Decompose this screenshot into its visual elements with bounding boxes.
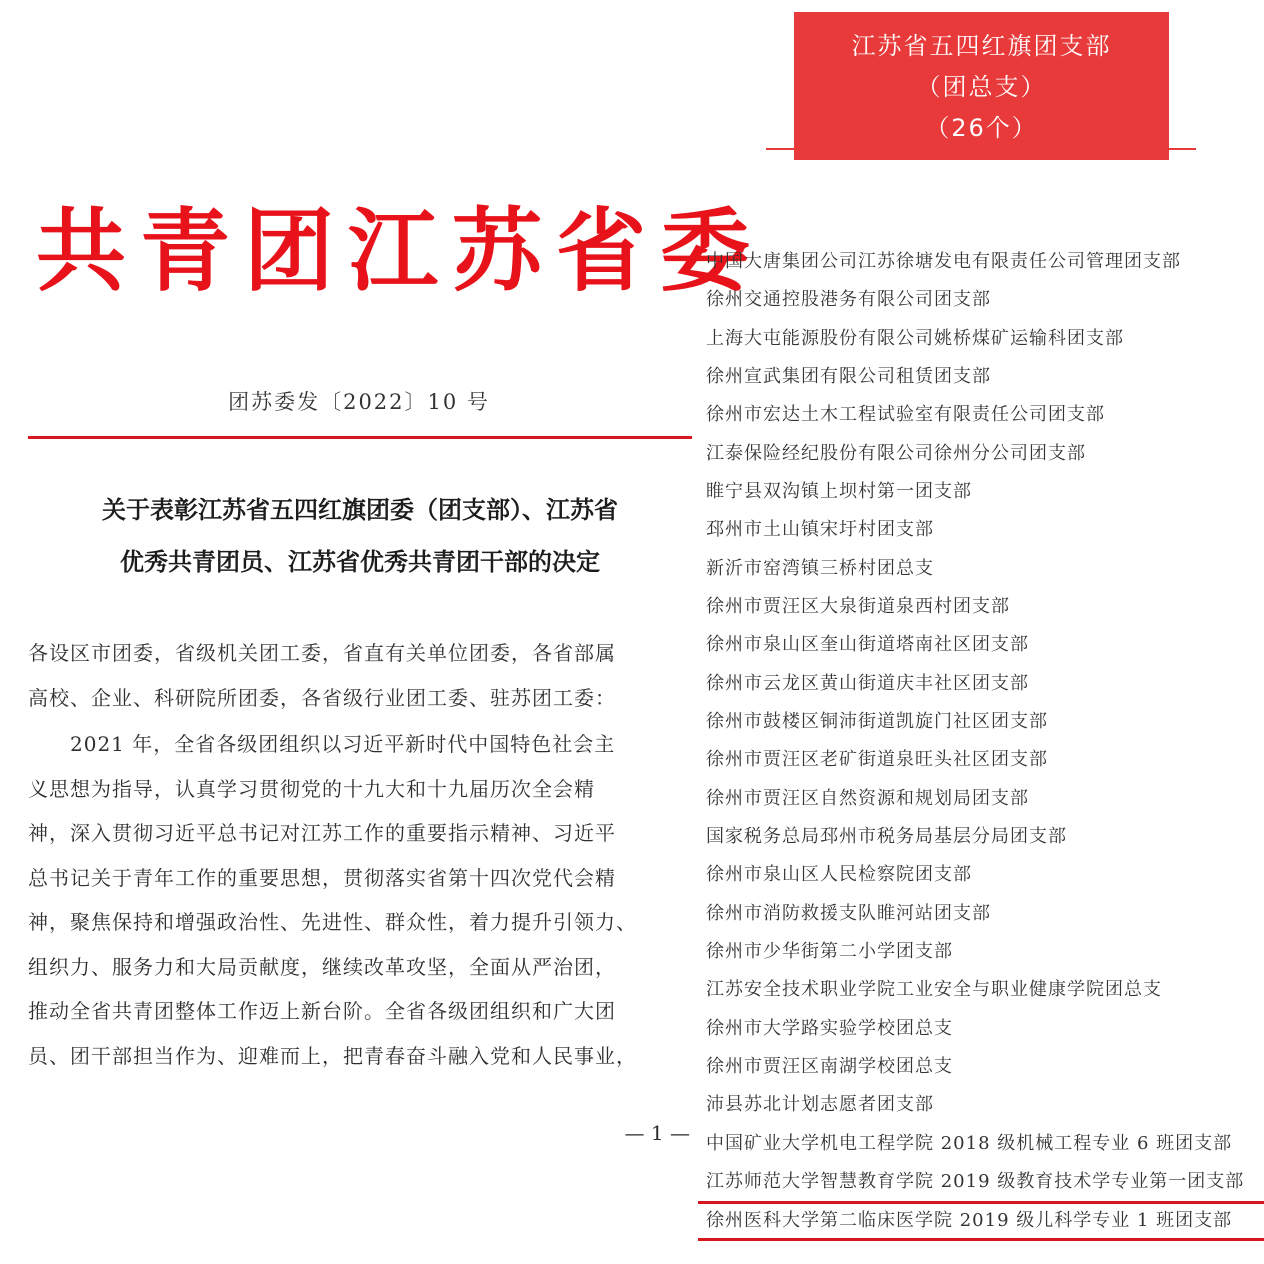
document-number: 团苏委发〔2022〕10 号 [228, 390, 490, 414]
list-item: 徐州交通控股港务有限公司团支部 [706, 289, 991, 310]
list-item-highlighted: 徐州医科大学第二临床医学院 2019 级儿科学专业 1 班团支部 [706, 1210, 1233, 1231]
list-item: 江泰保险经纪股份有限公司徐州分公司团支部 [706, 443, 1086, 464]
list-item: 徐州市鼓楼区铜沛街道凯旋门社区团支部 [706, 711, 1048, 732]
list-item: 江苏安全技术职业学院工业安全与职业健康学院团总支 [706, 979, 1162, 1000]
document-title-line-1: 关于表彰江苏省五四红旗团委（团支部）、江苏省 [102, 496, 618, 524]
list-item: 江苏师范大学智慧教育学院 2019 级教育技术学专业第一团支部 [706, 1171, 1245, 1192]
list-item: 徐州市泉山区奎山街道塔南社区团支部 [706, 634, 1029, 655]
banner-count: （26个） [925, 114, 1038, 142]
list-item: 徐州市贾汪区老矿街道泉旺头社区团支部 [706, 749, 1048, 770]
list-item: 徐州市大学路实验学校团总支 [706, 1018, 953, 1039]
list-item: 邳州市土山镇宋圩村团支部 [706, 519, 934, 540]
list-item: 徐州宣武集团有限公司租赁团支部 [706, 366, 991, 387]
document-header-title: 共青团江苏省委 [36, 198, 764, 304]
list-item: 新沂市窑湾镇三桥村团总支 [706, 558, 934, 579]
body-line: 神，聚焦保持和增强政治性、先进性、群众性，着力提升引领力、 [28, 910, 637, 934]
document-title-line-2: 优秀共青团员、江苏省优秀共青团干部的决定 [120, 548, 600, 576]
body-line: 员、团干部担当作为、迎难而上，把青春奋斗融入党和人民事业， [28, 1044, 637, 1068]
list-item: 徐州市少华街第二小学团支部 [706, 941, 953, 962]
banner-title: 江苏省五四红旗团支部 [851, 32, 1112, 60]
list-item: 中国矿业大学机电工程学院 2018 级机械工程专业 6 班团支部 [706, 1133, 1233, 1154]
body-line: 神，深入贯彻习近平总书记对江苏工作的重要指示精神、习近平 [28, 821, 616, 845]
page-number: — 1 — [624, 1121, 690, 1145]
body-line: 组织力、服务力和大局贡献度，继续改革攻坚，全面从严治团， [28, 955, 616, 979]
list-item: 上海大屯能源股份有限公司姚桥煤矿运输科团支部 [706, 328, 1124, 349]
body-line: 义思想为指导，认真学习贯彻党的十九大和十九届历次全会精 [28, 777, 595, 801]
list-item: 徐州市贾汪区南湖学校团总支 [706, 1056, 953, 1077]
body-line: 推动全省共青团整体工作迈上新台阶。全省各级团组织和广大团 [28, 999, 616, 1023]
highlight-rule-top [698, 1201, 1264, 1204]
body-line: 总书记关于青年工作的重要思想，贯彻落实省第十四次党代会精 [28, 866, 616, 890]
list-item: 徐州市宏达土木工程试验室有限责任公司团支部 [706, 404, 1105, 425]
list-item: 中国大唐集团公司江苏徐塘发电有限责任公司管理团支部 [706, 251, 1181, 272]
banner-subtitle: （团总支） [916, 73, 1047, 101]
list-item: 徐州市云龙区黄山街道庆丰社区团支部 [706, 673, 1029, 694]
list-item: 徐州市贾汪区大泉街道泉西村团支部 [706, 596, 1010, 617]
list-item: 睢宁县双沟镇上坝村第一团支部 [706, 481, 972, 502]
list-item: 徐州市泉山区人民检察院团支部 [706, 864, 972, 885]
list-item: 沛县苏北计划志愿者团支部 [706, 1094, 934, 1115]
header-red-rule [28, 436, 692, 439]
highlight-rule-bottom [698, 1238, 1264, 1241]
list-item: 徐州市贾汪区自然资源和规划局团支部 [706, 788, 1029, 809]
list-item: 徐州市消防救援支队睢河站团支部 [706, 903, 991, 924]
category-banner [794, 12, 1169, 160]
body-line: 2021 年，全省各级团组织以习近平新时代中国特色社会主 [28, 732, 616, 756]
body-line: 高校、企业、科研院所团委，各省级行业团工委、驻苏团工委： [28, 686, 616, 710]
list-item: 国家税务总局邳州市税务局基层分局团支部 [706, 826, 1067, 847]
body-line: 各设区市团委，省级机关团工委，省直有关单位团委，各省部属 [28, 641, 616, 665]
